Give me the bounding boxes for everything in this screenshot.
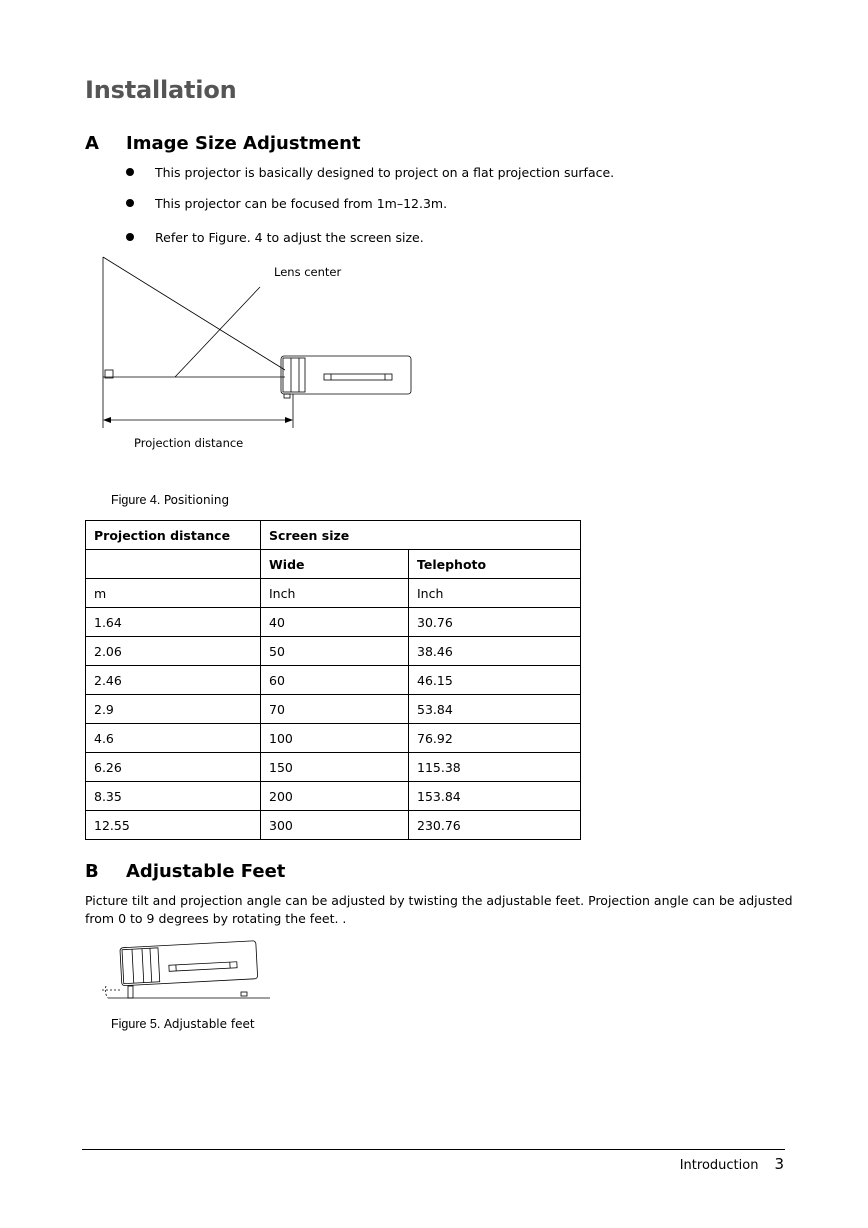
footer-section-name: Introduction	[679, 1158, 759, 1173]
section-a-letter: A	[85, 133, 99, 154]
bullet-text: Refer to Figure. 4 to adjust the screen size.	[155, 229, 424, 245]
table-cell: 60	[261, 666, 409, 695]
table-cell: 115.38	[409, 753, 581, 782]
section-b-title: Adjustable Feet	[126, 861, 286, 882]
table-cell: 70	[261, 695, 409, 724]
table-cell: 100	[261, 724, 409, 753]
adjustable-foot	[128, 986, 133, 998]
table-cell: 50	[261, 637, 409, 666]
projection-table	[85, 520, 581, 840]
projector-vent	[169, 962, 237, 972]
table-cell: 153.84	[409, 782, 581, 811]
table-header-cell	[409, 521, 581, 550]
table-cell: Inch	[409, 579, 581, 608]
caption-description: Adjustable feet	[163, 1017, 255, 1031]
table-cell: 76.92	[409, 724, 581, 753]
page-footer	[680, 1155, 784, 1173]
table-cell: 12.55	[86, 811, 261, 840]
projector-body	[281, 356, 411, 394]
table-header-cell: Telephoto	[409, 550, 581, 579]
projector-lens-housing	[122, 948, 160, 984]
projector-lens-housing	[283, 358, 305, 392]
table-cell: 150	[261, 753, 409, 782]
lens-leader-line	[175, 287, 260, 377]
bullet-icon	[126, 199, 134, 207]
table-cell: 30.76	[409, 608, 581, 637]
lens-center-label: Lens center	[274, 265, 342, 279]
table-cell: 8.35	[86, 782, 261, 811]
bullet-text: This projector can be focused from 1m–12.3m.	[155, 195, 448, 211]
table-row	[86, 811, 581, 840]
positioning-diagram	[95, 252, 425, 442]
bullet-item	[126, 195, 448, 211]
table-cell: m	[86, 579, 261, 608]
section-a-heading	[0, 133, 868, 157]
table-cell: 4.6	[86, 724, 261, 753]
table-header-row	[86, 521, 581, 550]
table-cell: 2.9	[86, 695, 261, 724]
projector-vent	[324, 374, 392, 380]
table-header-cell	[86, 550, 261, 579]
bullet-item	[126, 164, 615, 180]
table-cell: 53.84	[409, 695, 581, 724]
table-header-cell: Screen size	[261, 521, 409, 550]
projection-distance-label: Projection distance	[134, 436, 244, 450]
page-number: 3	[774, 1155, 784, 1173]
page-title: Installation	[85, 76, 237, 104]
section-b-letter: B	[85, 861, 99, 882]
table-cell: 1.64	[86, 608, 261, 637]
table-row	[86, 782, 581, 811]
table-cell: 40	[261, 608, 409, 637]
section-b-heading	[0, 861, 868, 885]
table-row	[86, 695, 581, 724]
caption-description: Positioning	[163, 493, 230, 507]
bullet-text: This projector is basically designed to project on a flat projection surface.	[155, 164, 615, 180]
table-subheader-row	[86, 550, 581, 579]
table-row	[86, 637, 581, 666]
bullet-item	[126, 229, 424, 245]
bullet-icon	[126, 168, 134, 176]
table-cell: 2.46	[86, 666, 261, 695]
table-header-cell: Projection distance	[86, 521, 261, 550]
table-cell: 300	[261, 811, 409, 840]
table-units-row	[86, 579, 581, 608]
table-cell: 200	[261, 782, 409, 811]
table-cell: 46.15	[409, 666, 581, 695]
bullet-icon	[126, 233, 134, 241]
figure-5-caption	[111, 1017, 255, 1031]
table-row	[86, 724, 581, 753]
table-row	[86, 666, 581, 695]
adjustable-feet-diagram	[98, 938, 276, 1004]
table-cell: 230.76	[409, 811, 581, 840]
table-row	[86, 753, 581, 782]
caption-prefix: Figure 5.	[111, 1017, 161, 1031]
table-header-cell: Wide	[261, 550, 409, 579]
rear-foot	[241, 992, 247, 996]
tilt-angle-arc	[105, 986, 108, 998]
table-cell: 6.26	[86, 753, 261, 782]
table-cell: 38.46	[409, 637, 581, 666]
adjustable-feet-paragraph: Picture tilt and projection angle can be adjusted by twisting the adjustable feet. Projection angle can be adjusted from 0 to 9 degrees by rotating the feet. .	[85, 893, 793, 926]
table-cell: Inch	[261, 579, 409, 608]
section-a-title: Image Size Adjustment	[126, 133, 361, 154]
figure-4-caption	[111, 493, 229, 507]
caption-prefix: Figure 4.	[111, 493, 161, 507]
table-cell: 2.06	[86, 637, 261, 666]
table-row	[86, 608, 581, 637]
projection-ray	[103, 257, 285, 370]
footer-divider	[82, 1149, 785, 1150]
